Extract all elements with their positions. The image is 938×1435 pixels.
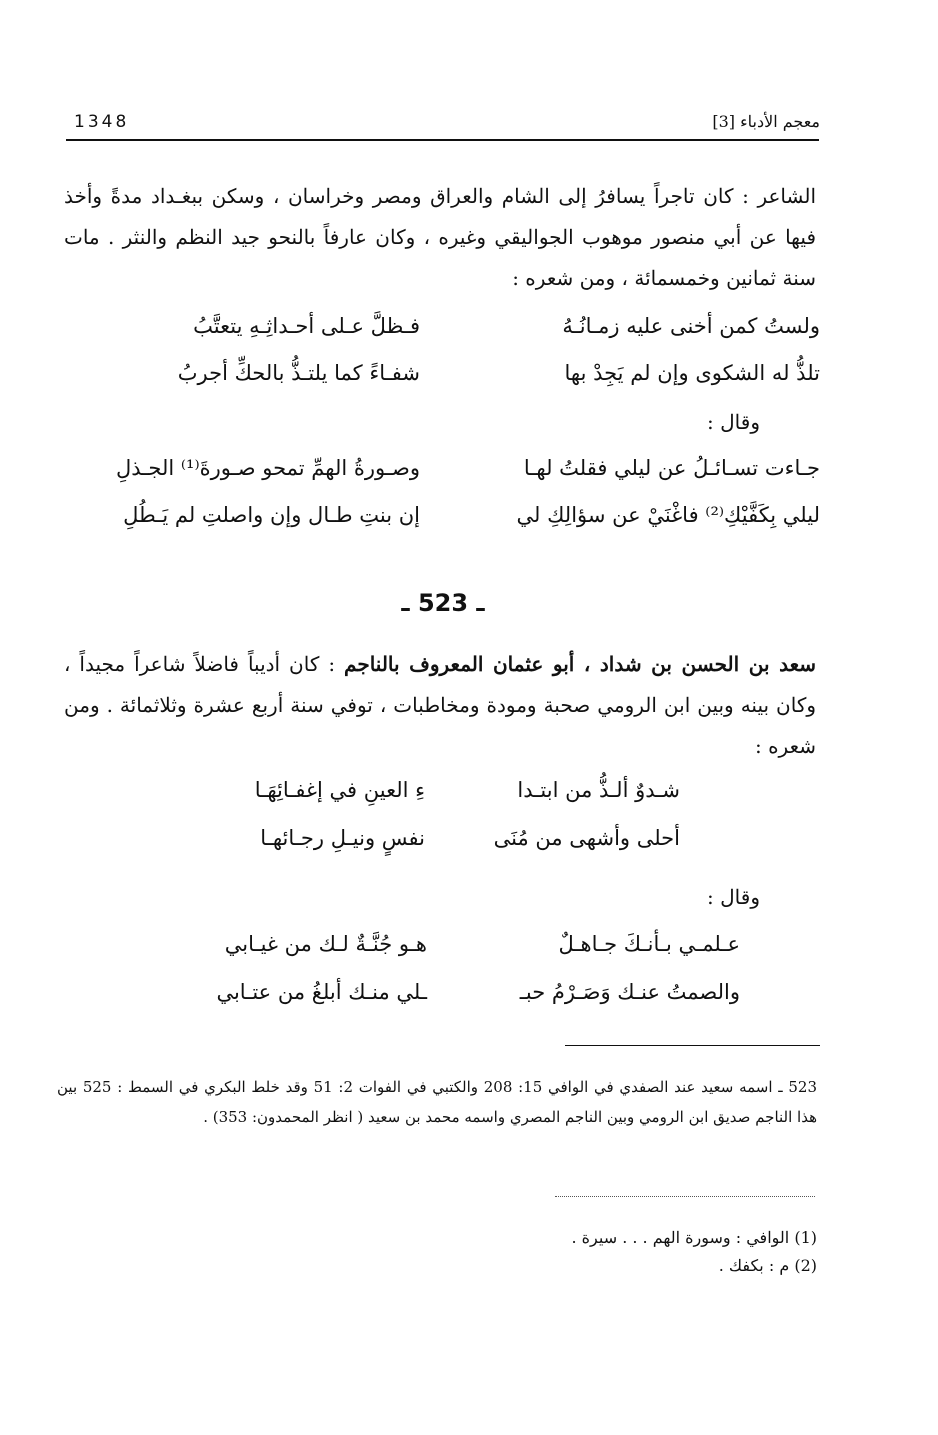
verse-second-hemistich: نفسٍ ونيـلِ رجـائهـا [260, 826, 425, 850]
verse-second-hemistich: فـظلَّ عـلى أحـداثِـهِ يتعتَّبُ [193, 314, 420, 338]
verse-second-hemistich: هـو جُنَّـةٌ لـك من غيـابي [224, 932, 427, 956]
verse-second-hemistich: إن بنتِ طـال وإن واصلتِ لم يَـطُلِ [123, 503, 420, 527]
verse-line [180, 778, 680, 810]
verse-line [66, 456, 820, 488]
verse-second-hemistich: ءِ العينِ في إغفـائِهَـا [254, 778, 425, 802]
page-number: 1348 [74, 112, 130, 132]
biography-paragraph-continued: الشاعر : كان تاجراً يسافرُ إلى الشام والعراق ومصر وخراسان ، وسكن ببغـداد مدةً وأخذ فيها عن أبي منصور موهوب الجواليقي وغيره ، وكان عارفاً بالنحو جيد النظم والنثر . مات سنة ثمانين وخمسمائة ، ومن شعره : [64, 184, 816, 290]
header-rule [66, 139, 819, 141]
verse-second-hemistich: ـلي منـك أبلغُ من عتـابي [216, 980, 427, 1004]
verse-line [70, 361, 820, 393]
verse-second-hemistich: شفـاءً كما يلتـذُّ بالحكِّ أجربُ [177, 361, 420, 385]
verse-first-hemistich: أحلى وأشهى من مُنَى [493, 826, 680, 850]
verse-first-hemistich: ولستُ كمن أخنى عليه زمـانُـهُ [562, 314, 820, 338]
footnote: (2) م : بكفك . [718, 1256, 817, 1275]
entry-person-name: سعد بن الحسن بن شداد ، أبو عثمان المعروف بالناجم [344, 652, 816, 676]
editor-note: 523 ـ اسمه سعيد عند الصفدي في الوافي 15: 208 والكتبي في الفوات 2: 51 وقد خلط البكري في السمط : 525 بين هذا الناجم صديق ابن الرومي وبين الناجم المصري واسمه محمد بن سعيد ( انظر المحمدون: 353) . [57, 1078, 817, 1126]
entry-biography-text: : كان أديباً فاضلاً شاعراً مجيداً ، وكان بينه وبين ابن الرومي صحبة ومودة ومخاطبات ، توفي سنة أربع عشرة وثلاثمائة . ومن شعره : [64, 652, 816, 758]
verse-first-hemistich: تلذُّ له الشكوى وإن لم يَجِدْ بها [564, 361, 820, 385]
verse-line [180, 826, 680, 858]
wa-qala-label: وقال : [707, 410, 760, 434]
wa-qala-label: وقال : [707, 885, 760, 909]
verse-first-hemistich: عـلمـي بـأنـكَ جـاهـلٌ [558, 932, 740, 956]
footnote-dotted-separator [555, 1196, 815, 1197]
verse-first-hemistich: جـاءت تسـائـلُ عن ليلي فقلتُ لهـا [523, 456, 820, 480]
verse-line [150, 932, 740, 964]
verse-line [70, 314, 820, 346]
verse-first-hemistich: والصمتُ عنـك وَصَـرْمُ حبـ [519, 980, 740, 1004]
verse-line [150, 980, 740, 1012]
entry-number-heading: ـ 523 ـ [401, 589, 485, 617]
verse-second-hemistich: وصـورةُ الهمِّ تمحو صـورةَ⁽¹⁾ الجـذلِ [115, 456, 420, 480]
footnote: (1) الوافي : وسورة الهم . . . سيرة . [571, 1228, 817, 1247]
verse-first-hemistich: شـدوٌ ألـذُّ من ابتـدا [517, 778, 680, 802]
verse-line [66, 503, 820, 535]
footnote-separator [565, 1045, 820, 1046]
verse-first-hemistich: ليلي بِكَفَّيْكِ⁽²⁾ فاغْنَيْ عن سؤالِكِ لي [516, 503, 820, 527]
biography-entry-paragraph [64, 644, 816, 767]
running-header-title: معجم الأدباء [3] [712, 112, 820, 131]
